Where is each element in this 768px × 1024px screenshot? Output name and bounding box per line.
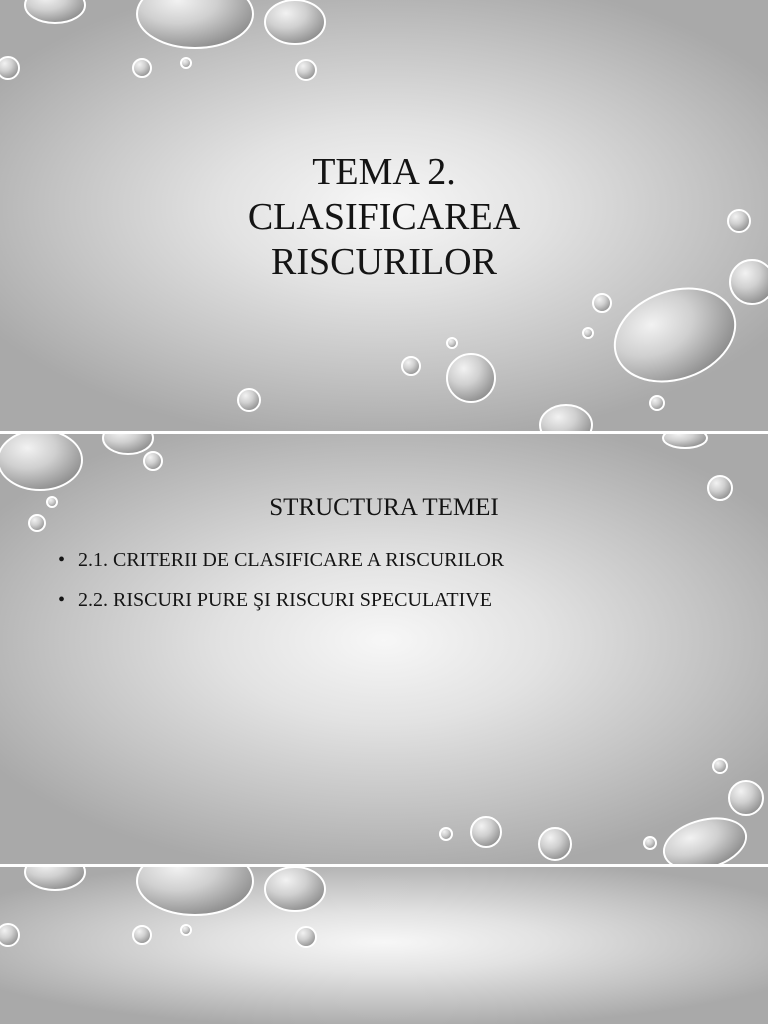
water-drops-decoration	[0, 867, 768, 1024]
slide-1	[0, 0, 768, 431]
slide-3	[0, 867, 768, 1024]
list-item-label: 2.1. CRITERII DE CLASIFICARE A RISCURILOR	[78, 549, 505, 571]
list-item-label: 2.2. RISCURI PURE ŞI RISCURI SPECULATIVE	[78, 589, 492, 611]
slide-1-title: TEMA 2. CLASIFICAREA RISCURILOR	[247, 151, 521, 283]
list-item	[58, 548, 504, 572]
structure-list	[58, 548, 504, 628]
bullet-icon: •	[58, 589, 66, 611]
slide-2-title: STRUCTURA TEMEI	[269, 494, 499, 521]
bullet-icon: •	[58, 549, 66, 571]
list-item	[58, 588, 504, 612]
